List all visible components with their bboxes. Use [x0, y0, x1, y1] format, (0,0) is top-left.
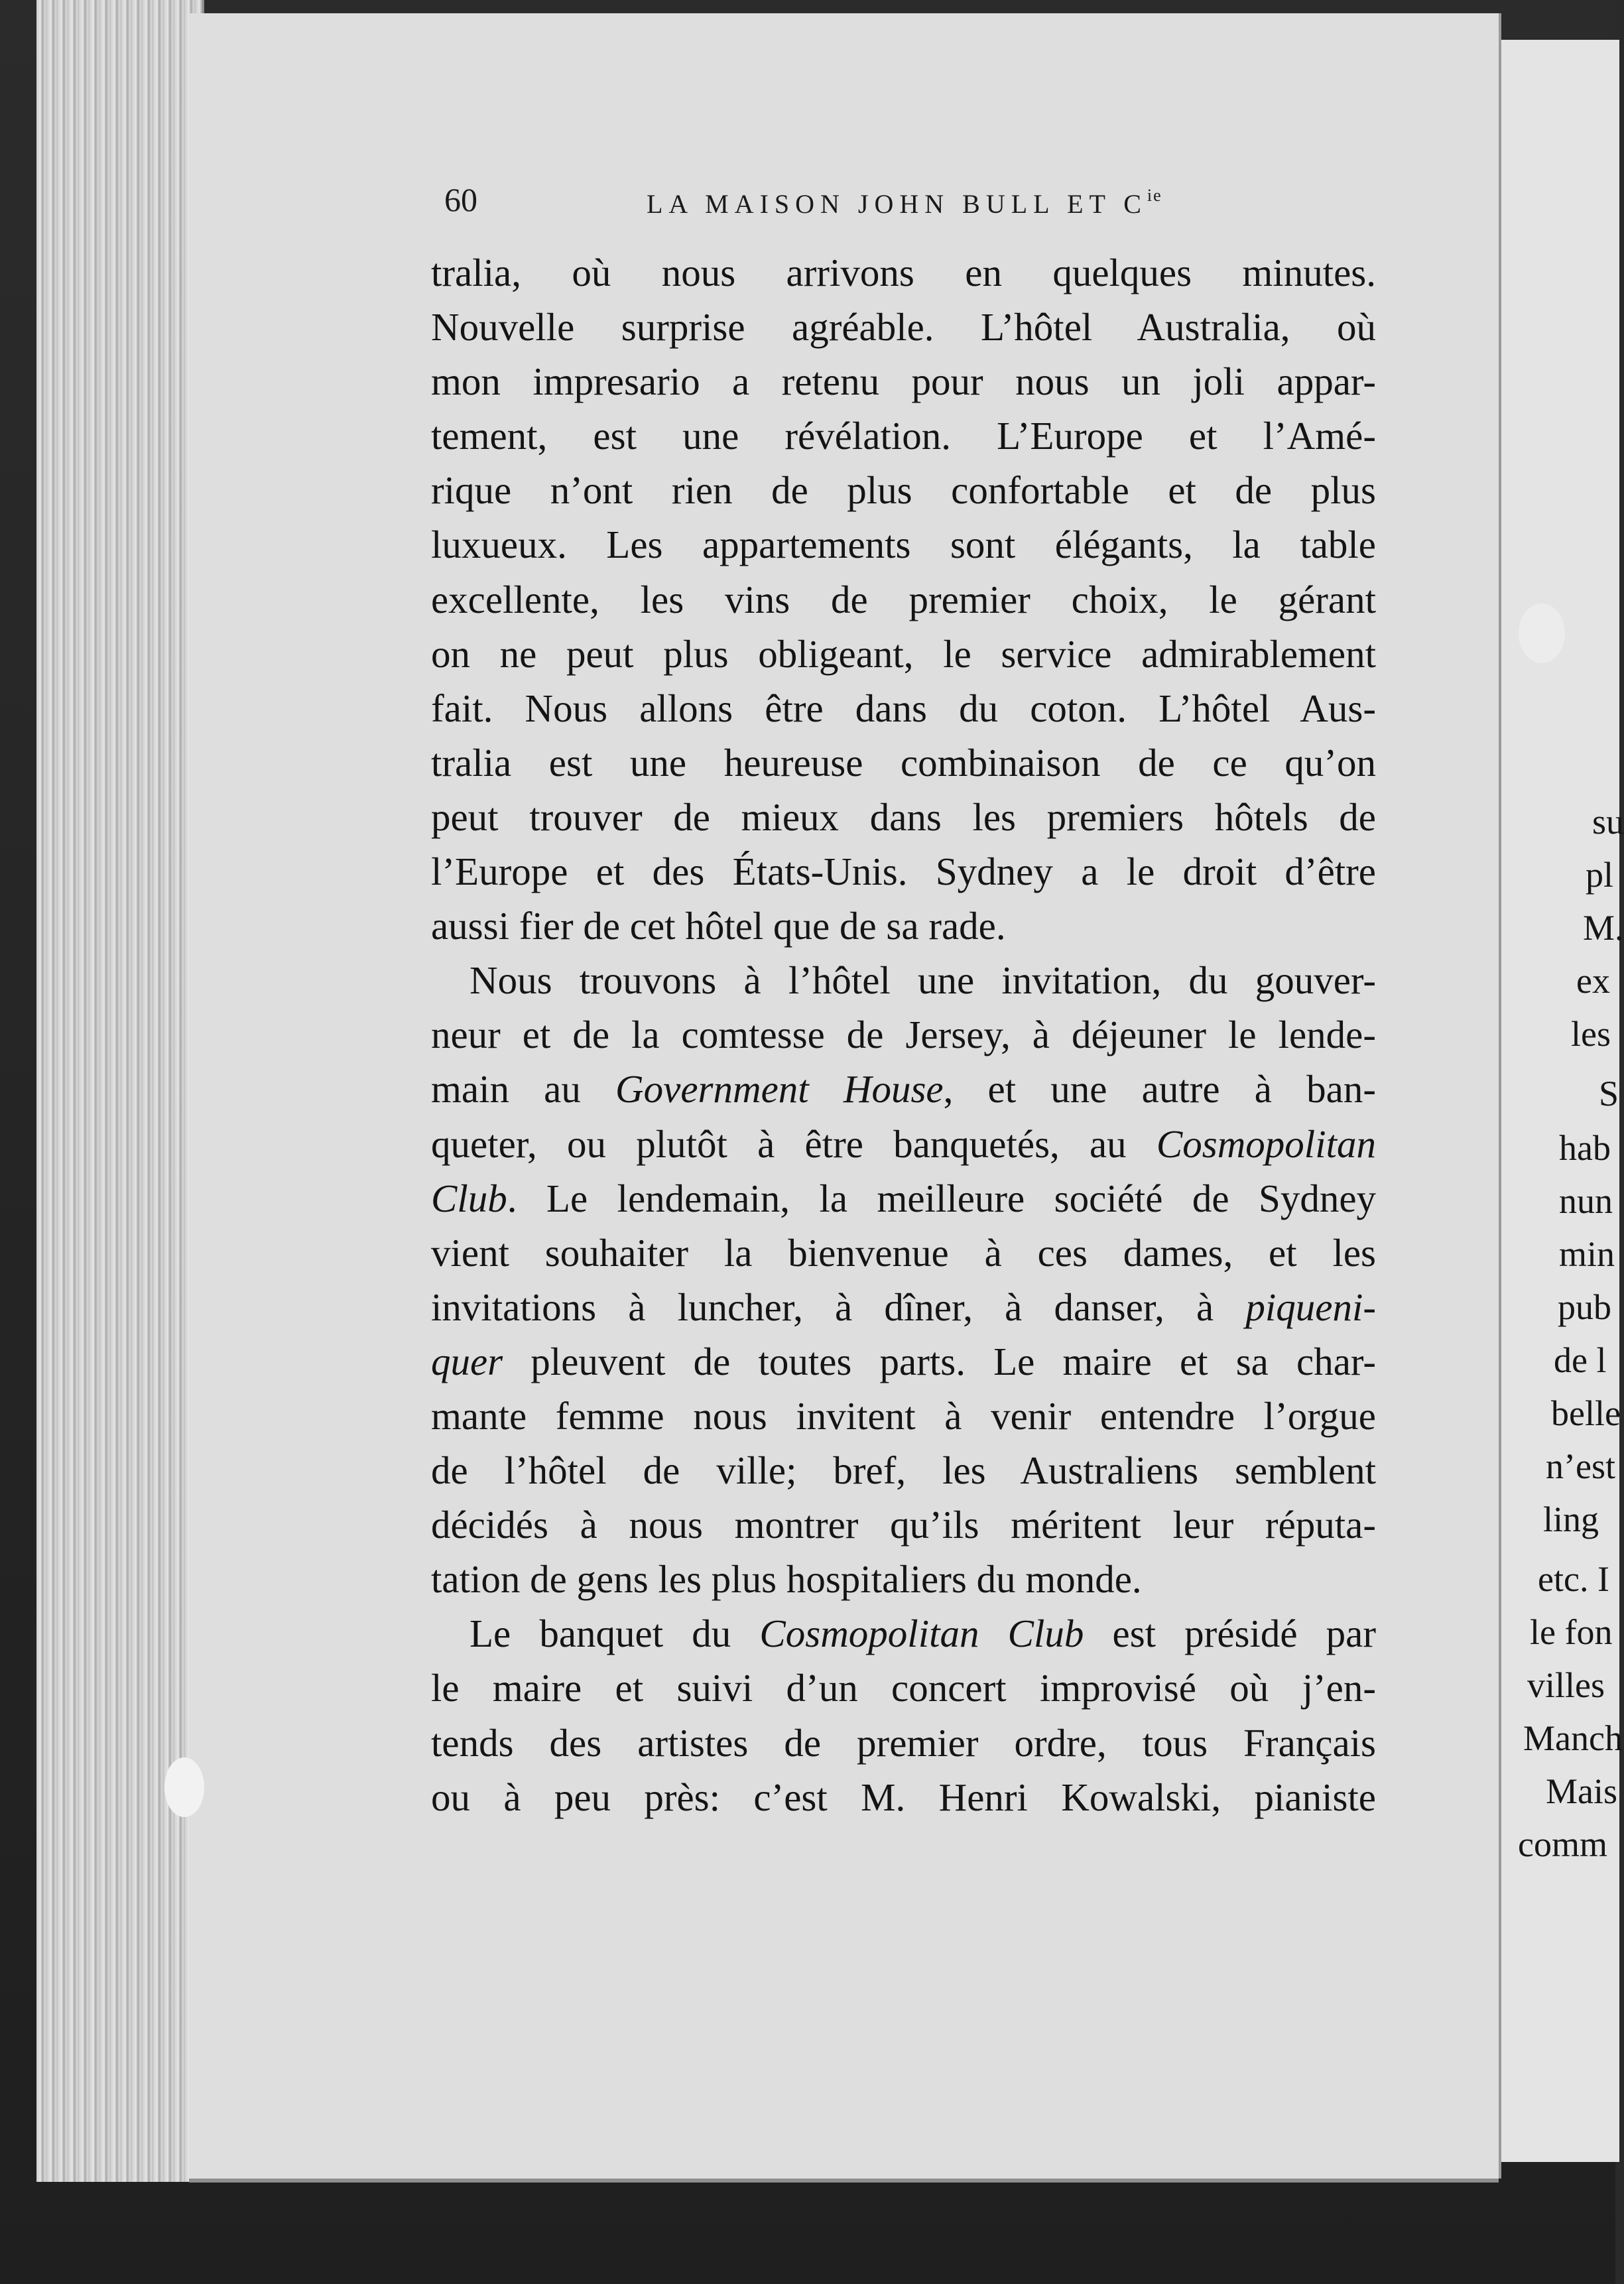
text-line: neur et de la comtesse de Jersey, à déjeuner le lende-: [431, 1013, 1376, 1057]
text-line: tralia, où nous arrivons en quelques minutes.: [431, 251, 1376, 294]
text-line: [431, 1171, 1376, 1226]
text-run: pleuvent de toutes parts. Le maire et sa char-: [503, 1339, 1376, 1383]
facing-page-fragment: etc. I: [1538, 1559, 1609, 1599]
scan-speck: [1519, 603, 1565, 663]
text-line: [431, 1280, 1376, 1334]
book-page-edges: [36, 0, 204, 2182]
running-head-superscript: ie: [1147, 186, 1162, 205]
text-run: invitations à luncher, à dîner, à danser, à: [431, 1285, 1246, 1329]
text-line: rique n’ont rien de plus confortable et de plus: [431, 468, 1376, 513]
italic-run: quer: [431, 1339, 503, 1383]
running-head-text: LA MAISON JOHN BULL ET C: [647, 189, 1147, 219]
text-line: aussi fier de cet hôtel que de sa rade.: [431, 904, 1006, 948]
text-run: . Le lendemain, la meilleure société de Sydney: [507, 1176, 1376, 1220]
facing-page-fragment: ling: [1543, 1499, 1599, 1539]
text-line: tation de gens les plus hospitaliers du monde.: [431, 1557, 1142, 1602]
italic-run: Cosmopolitan: [1156, 1121, 1376, 1166]
scan-speck: [164, 1757, 204, 1817]
text-run: queter, ou plutôt à être banquetés, au: [431, 1121, 1156, 1166]
text-line: [431, 1334, 1376, 1389]
facing-page-fragment: hab: [1559, 1128, 1611, 1168]
facing-page-fragment: de l: [1554, 1340, 1607, 1380]
text-line: tement, est une révélation. L’Europe et l’Amé-: [431, 414, 1376, 458]
facing-page-fragment: comm: [1518, 1824, 1607, 1864]
text-line: vient souhaiter la bienvenue à ces dames, et les: [431, 1230, 1376, 1275]
facing-page-fragment: min: [1559, 1234, 1615, 1274]
page-number: 60: [444, 181, 477, 218]
text-run: est présidé par: [1084, 1612, 1377, 1656]
facing-page-fragment: su: [1592, 802, 1624, 842]
italic-run: Cosmopolitan Club: [759, 1612, 1084, 1656]
facing-page-fragment: M.: [1583, 908, 1624, 948]
facing-page-fragment: pub: [1558, 1287, 1611, 1327]
text-line: l’Europe et des États-Unis. Sydney a le droit d’être: [431, 850, 1376, 894]
facing-page-fragment: belle: [1551, 1393, 1621, 1433]
text-line: décidés à nous montrer qu’ils méritent leur réputa-: [431, 1503, 1376, 1547]
text-line: peut trouver de mieux dans les premiers hôtels de: [431, 794, 1376, 839]
body-text: [431, 245, 1376, 1824]
text-line: excellente, les vins de premier choix, le gérant: [431, 577, 1376, 621]
facing-page-fragment: nun: [1559, 1181, 1613, 1221]
facing-page-fragment: Manch: [1523, 1718, 1623, 1758]
text-line: Nous trouvons à l’hôtel une invitation, du gouver-: [469, 958, 1376, 1003]
italic-run: Club: [431, 1176, 507, 1220]
text-line: [431, 1117, 1376, 1171]
text-run: , et une autre à ban-: [943, 1067, 1376, 1111]
text-line: Nouvelle surprise agréable. L’hôtel Australia, où: [431, 305, 1376, 349]
italic-run: piqueni-: [1245, 1285, 1376, 1329]
facing-page-fragment: ex: [1576, 961, 1610, 1001]
text-line: on ne peut plus obligeant, le service admirablement: [431, 631, 1376, 676]
text-line: mante femme nous invitent à venir entendre l’orgue: [431, 1393, 1376, 1438]
facing-page-fragment: les: [1571, 1014, 1611, 1054]
text-line: tralia est une heureuse combinaison de ce qu’on: [431, 740, 1376, 785]
text-line: mon impresario a retenu pour nous un joli appar-: [431, 359, 1376, 404]
facing-page-fragment: villes: [1527, 1665, 1605, 1705]
text-line: le maire et suivi d’un concert improvisé où j’en-: [431, 1666, 1376, 1710]
text-line: ou à peu près: c’est M. Henri Kowalski, pianiste: [431, 1775, 1376, 1819]
text-line: de l’hôtel de ville; bref, les Australiens semblent: [431, 1448, 1376, 1493]
facing-page-fragment: pl: [1586, 855, 1614, 895]
italic-run: Government House: [615, 1067, 944, 1111]
running-head: [647, 186, 1162, 220]
text-line: [431, 1062, 1376, 1116]
facing-page-fragment: n’est: [1546, 1446, 1615, 1486]
facing-page-fragment: Mais: [1546, 1771, 1617, 1811]
text-run: Le banquet du: [469, 1612, 760, 1656]
facing-page-fragment: S: [1599, 1074, 1619, 1113]
text-line: tends des artistes de premier ordre, tous Français: [431, 1720, 1376, 1765]
text-run: main au: [431, 1067, 616, 1111]
page-header: [444, 180, 1373, 240]
text-line: [431, 1606, 1376, 1661]
text-line: fait. Nous allons être dans du coton. L’hôtel Aus-: [431, 686, 1376, 730]
facing-page-fragment: le fon: [1530, 1612, 1613, 1652]
text-line: luxueux. Les appartements sont élégants, la table: [431, 523, 1376, 567]
